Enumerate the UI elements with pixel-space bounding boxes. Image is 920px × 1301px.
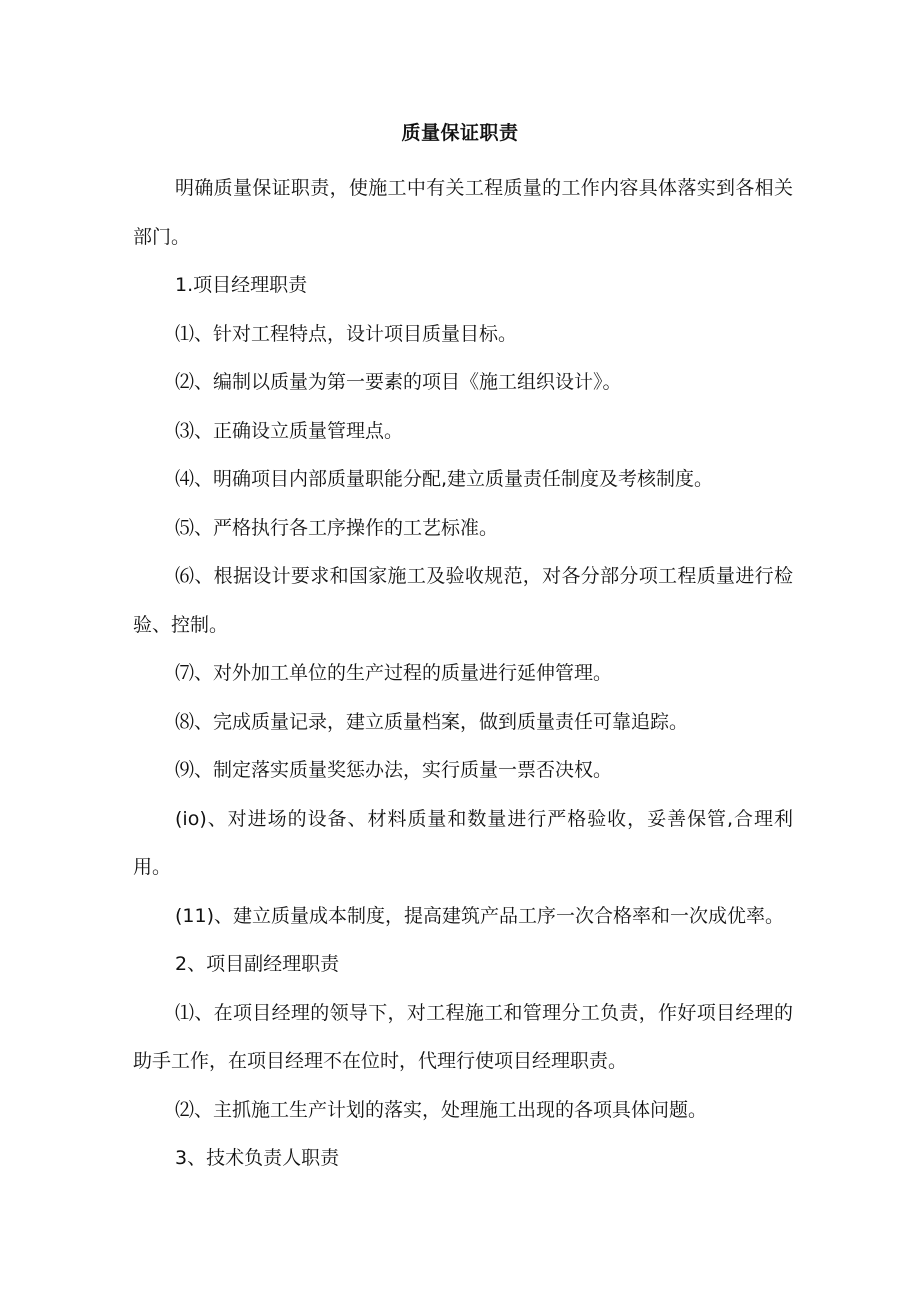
list-item: ⑶、正确设立质量管理点。 [175, 419, 404, 442]
list-item: ⑷、明确项目内部质量职能分配,建立质量责任制度及考核制度。 [175, 468, 714, 490]
intro-paragraph: 明确质量保证职责，使施工中有关工程质量的工作内容具体落实到各相关部门。 [133, 177, 793, 248]
list-item: ⑵、主抓施工生产计划的落实，处理施工出现的各项具体问题。 [175, 1098, 708, 1121]
list-item: ⑻、完成质量记录，建立质量档案，做到质量责任可靠追踪。 [175, 710, 689, 733]
list-item: ⑸、严格执行各工序操作的工艺标准。 [175, 516, 499, 539]
document-title: 质量保证职责 [401, 122, 519, 144]
list-item: ⑵、编制以质量为第一要素的项目《施工组织设计》。 [175, 371, 622, 393]
section-heading-deputy-manager: 2、项目副经理职责 [175, 953, 340, 975]
document-body [133, 164, 793, 1183]
list-item: ⑹、根据设计要求和国家施工及验收规范，对各分部分项工程质量进行检验、控制。 [133, 565, 793, 636]
list-item: ⑴、在项目经理的领导下，对工程施工和管理分工负责，作好项目经理的助手工作，在项目经理不在位时，代理行使项目经理职责。 [133, 1001, 793, 1072]
list-item: ⑼、制定落实质量奖惩办法，实行质量一票否决权。 [175, 759, 613, 781]
list-item: ⑺、对外加工单位的生产过程的质量进行延伸管理。 [175, 662, 613, 684]
list-item: (11)、建立质量成本制度，提高建筑产品工序一次合格率和一次成优率。 [175, 904, 785, 927]
section-heading-project-manager: 1.项目经理职责 [175, 274, 308, 296]
section-heading-technical-lead: 3、技术负责人职责 [175, 1147, 340, 1169]
list-item: (io)、对进场的设备、材料质量和数量进行严格验收，妥善保管,合理利用。 [133, 807, 793, 878]
list-item: ⑴、针对工程特点，设计项目质量目标。 [175, 322, 518, 345]
